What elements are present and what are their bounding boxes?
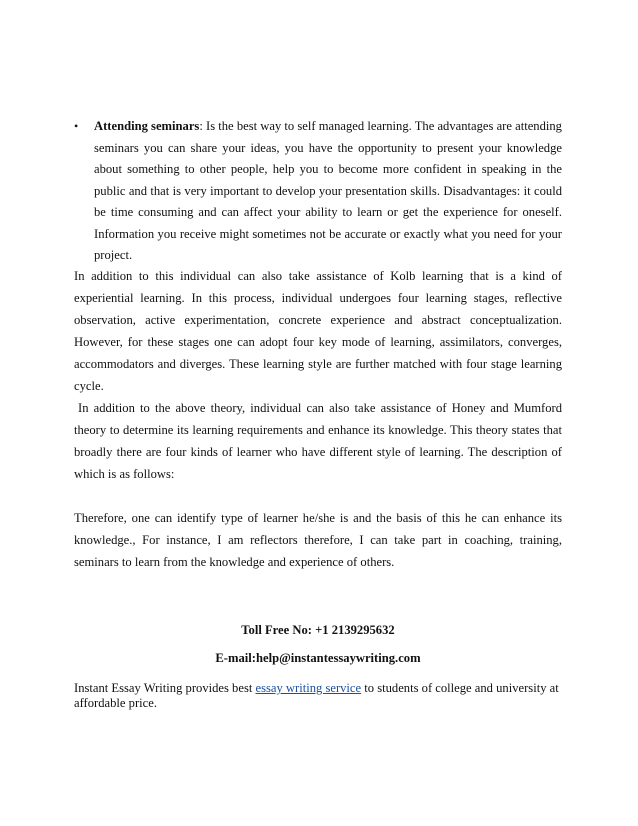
footer-text-after: to students of college and university at affordable price.: [74, 681, 559, 710]
footer-promo: [74, 681, 562, 711]
bullet-body: : Is the best way to self managed learning. The advantages are attending seminars you can share your ideas, you have the opportunity to present your knowledge about something to other people, help you to become more confident in speaking in the public and that is very important to develop your presentation skills. Disadvantages: it could be time consuming and can affect your ability to learn or get the experience for oneself. Information you receive might sometimes not be accurate or exactly what you need for your project.: [94, 119, 562, 262]
paragraph-kolb: In addition to this individual can also take assistance of Kolb learning that is a kind of experiential learning. In this process, individual undergoes four learning stages, reflective observation, active experimentation, concrete experience and abstract conceptualization. However, for these stages one can adopt four key mode of learning, assimilators, converges, accommodators and diverges. These learning style are further matched with four stage learning cycle.: [74, 269, 562, 393]
bullet-marker: •: [74, 119, 79, 133]
paragraph-conclusion: Therefore, one can identify type of learner he/she is and the basis of this he can enhance its knowledge., For instance, I am reflectors therefore, I can take part in coaching, training, seminars to learn from the knowledge and experience of others.: [74, 511, 562, 569]
essay-writing-service-link[interactable]: essay writing service: [255, 681, 362, 695]
footer-text-before: Instant Essay Writing provides best: [74, 681, 256, 695]
bullet-heading: Attending seminars: [94, 119, 200, 133]
bullet-item-attending-seminars: [74, 116, 562, 267]
contact-email: E-mail:help@instantessaywriting.com: [215, 651, 421, 665]
paragraph-honey-mumford: In addition to the above theory, individual can also take assistance of Honey and Mumford theory to determine its learning requirements and enhance its knowledge. This theory states that broadly there are four kinds of learner who have different style of learning. The description of which is as follows:: [74, 401, 562, 481]
bullet-text-block: [94, 116, 562, 267]
toll-free-number: Toll Free No: +1 2139295632: [241, 623, 395, 637]
